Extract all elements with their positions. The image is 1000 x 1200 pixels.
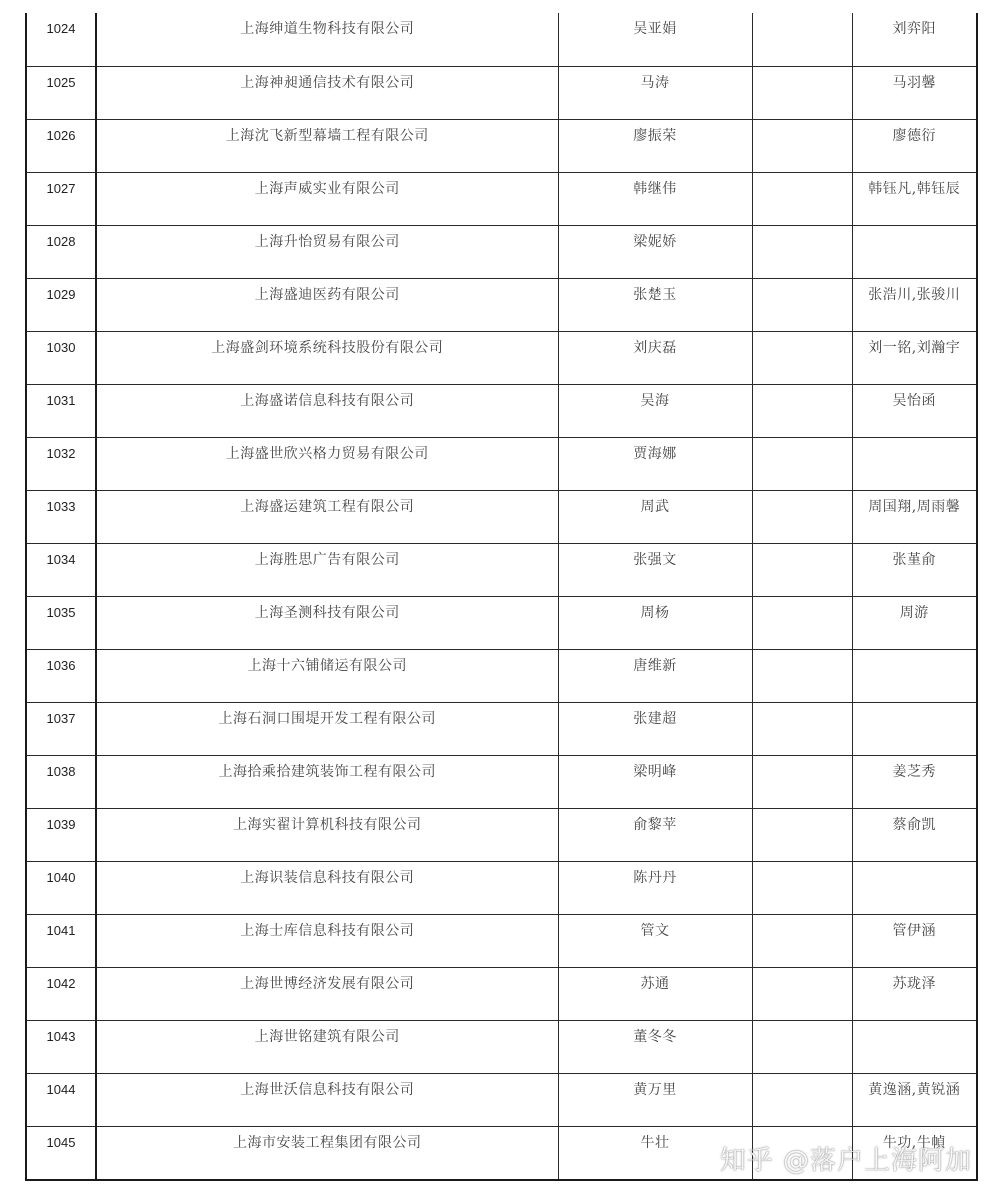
table-row bbox=[27, 1020, 976, 1073]
company-name-cell: 上海盛诺信息科技有限公司 bbox=[96, 384, 558, 437]
table-row bbox=[27, 649, 976, 702]
applicant-name-cell: 张建超 bbox=[558, 702, 752, 755]
blank-cell bbox=[752, 1073, 852, 1126]
applicant-name-cell: 周武 bbox=[558, 490, 752, 543]
family-members-cell: 吴怡函 bbox=[852, 384, 976, 437]
row-number-cell: 1029 bbox=[27, 278, 96, 331]
company-name-cell: 上海盛迪医药有限公司 bbox=[96, 278, 558, 331]
family-members-cell: 黄逸涵,黄锐涵 bbox=[852, 1073, 976, 1126]
family-members-cell: 牛功,牛幀 bbox=[882, 1134, 946, 1151]
table-row bbox=[27, 331, 976, 384]
family-members-cell: 张浩川,张骏川 bbox=[852, 278, 976, 331]
applicant-name-cell: 苏通 bbox=[558, 967, 752, 1020]
family-members-cell bbox=[852, 861, 976, 914]
document-table-sheet bbox=[25, 13, 978, 1181]
family-members-cell: 周国翔,周雨馨 bbox=[852, 490, 976, 543]
table-row bbox=[27, 119, 976, 172]
family-members-cell: 韩钰凡,韩钰辰 bbox=[852, 172, 976, 225]
blank-cell bbox=[752, 967, 852, 1020]
applicant-name-cell: 牛壮 bbox=[558, 1126, 752, 1179]
table-row bbox=[27, 172, 976, 225]
blank-cell bbox=[752, 119, 852, 172]
applicant-name-cell: 陈丹丹 bbox=[558, 861, 752, 914]
family-members-cell bbox=[852, 649, 976, 702]
table-row bbox=[27, 384, 976, 437]
company-name-cell: 上海识装信息科技有限公司 bbox=[96, 861, 558, 914]
table-row bbox=[27, 808, 976, 861]
row-number-cell: 1045 bbox=[27, 1126, 96, 1179]
row-number-cell: 1033 bbox=[27, 490, 96, 543]
company-name-cell: 上海声威实业有限公司 bbox=[96, 172, 558, 225]
table-row bbox=[27, 1126, 976, 1179]
applicant-name-cell: 张强文 bbox=[558, 543, 752, 596]
company-name-cell: 上海圣测科技有限公司 bbox=[96, 596, 558, 649]
blank-cell bbox=[752, 596, 852, 649]
family-members-cell: 廖德衍 bbox=[852, 119, 976, 172]
family-members-cell: 姜芝秀 bbox=[852, 755, 976, 808]
table-body bbox=[27, 13, 976, 1179]
blank-cell bbox=[752, 543, 852, 596]
applicant-name-cell: 吴亚娟 bbox=[558, 13, 752, 66]
family-members-cell: 刘弈阳 bbox=[852, 13, 976, 66]
table-row bbox=[27, 66, 976, 119]
applicant-name-cell: 廖振荣 bbox=[558, 119, 752, 172]
company-name-cell: 上海世铭建筑有限公司 bbox=[96, 1020, 558, 1073]
row-number-cell: 1026 bbox=[27, 119, 96, 172]
applicant-name-cell: 周杨 bbox=[558, 596, 752, 649]
applicant-name-cell: 马涛 bbox=[558, 66, 752, 119]
row-number-cell: 1036 bbox=[27, 649, 96, 702]
family-members-cell: 管伊涵 bbox=[852, 914, 976, 967]
company-name-cell: 上海沈飞新型幕墙工程有限公司 bbox=[96, 119, 558, 172]
blank-cell bbox=[752, 437, 852, 490]
zhihu-watermark: 知乎 @落户上海阿加 bbox=[719, 1146, 972, 1176]
applicant-name-cell: 唐维新 bbox=[558, 649, 752, 702]
company-name-cell: 上海升怡贸易有限公司 bbox=[96, 225, 558, 278]
row-number-cell: 1032 bbox=[27, 437, 96, 490]
row-number-cell: 1027 bbox=[27, 172, 96, 225]
applicant-name-cell: 韩继伟 bbox=[558, 172, 752, 225]
table-row bbox=[27, 490, 976, 543]
blank-cell bbox=[752, 1020, 852, 1073]
blank-cell bbox=[752, 384, 852, 437]
table-row bbox=[27, 543, 976, 596]
family-members-cell: 蔡俞凯 bbox=[852, 808, 976, 861]
family-members-cell bbox=[852, 437, 976, 490]
row-number-cell: 1031 bbox=[27, 384, 96, 437]
row-number-cell: 1030 bbox=[27, 331, 96, 384]
family-members-cell: 张堇俞 bbox=[852, 543, 976, 596]
row-number-cell: 1039 bbox=[27, 808, 96, 861]
company-name-cell: 上海盛运建筑工程有限公司 bbox=[96, 490, 558, 543]
row-number-cell: 1042 bbox=[27, 967, 96, 1020]
company-name-cell: 上海盛剑环境系统科技股份有限公司 bbox=[96, 331, 558, 384]
blank-cell bbox=[752, 172, 852, 225]
company-name-cell: 上海拾乘拾建筑装饰工程有限公司 bbox=[96, 755, 558, 808]
family-members-cell bbox=[852, 225, 976, 278]
company-name-cell: 上海绅道生物科技有限公司 bbox=[96, 13, 558, 66]
blank-cell bbox=[752, 914, 852, 967]
table-row bbox=[27, 225, 976, 278]
company-name-cell: 上海盛世欣兴格力贸易有限公司 bbox=[96, 437, 558, 490]
family-members-cell: 周游 bbox=[852, 596, 976, 649]
blank-cell bbox=[752, 490, 852, 543]
applicant-name-cell: 黄万里 bbox=[558, 1073, 752, 1126]
table-row bbox=[27, 278, 976, 331]
family-members-cell: 刘一铭,刘瀚宇 bbox=[852, 331, 976, 384]
blank-cell bbox=[752, 331, 852, 384]
applicant-name-cell: 俞黎苹 bbox=[558, 808, 752, 861]
table-row bbox=[27, 861, 976, 914]
applicant-name-cell: 梁明峰 bbox=[558, 755, 752, 808]
row-number-cell: 1044 bbox=[27, 1073, 96, 1126]
row-number-cell: 1041 bbox=[27, 914, 96, 967]
company-name-cell: 上海胜思广告有限公司 bbox=[96, 543, 558, 596]
row-number-cell: 1038 bbox=[27, 755, 96, 808]
blank-cell bbox=[752, 649, 852, 702]
company-name-cell: 上海士库信息科技有限公司 bbox=[96, 914, 558, 967]
table-row bbox=[27, 967, 976, 1020]
applicant-name-cell: 梁妮娇 bbox=[558, 225, 752, 278]
company-name-cell: 上海世沃信息科技有限公司 bbox=[96, 1073, 558, 1126]
table-row bbox=[27, 596, 976, 649]
family-members-cell: 马羽馨 bbox=[852, 66, 976, 119]
blank-cell bbox=[752, 66, 852, 119]
row-number-cell: 1043 bbox=[27, 1020, 96, 1073]
settlement-list-table bbox=[27, 13, 976, 1179]
blank-cell bbox=[752, 702, 852, 755]
company-name-cell: 上海世博经济发展有限公司 bbox=[96, 967, 558, 1020]
applicant-name-cell: 吴海 bbox=[558, 384, 752, 437]
applicant-name-cell: 贾海娜 bbox=[558, 437, 752, 490]
company-name-cell: 上海石洞口围堤开发工程有限公司 bbox=[96, 702, 558, 755]
row-number-cell: 1037 bbox=[27, 702, 96, 755]
blank-cell bbox=[752, 278, 852, 331]
applicant-name-cell: 董冬冬 bbox=[558, 1020, 752, 1073]
family-members-cell bbox=[852, 702, 976, 755]
company-name-cell: 上海市安装工程集团有限公司 bbox=[96, 1126, 558, 1179]
applicant-name-cell: 管文 bbox=[558, 914, 752, 967]
blank-cell bbox=[752, 808, 852, 861]
row-number-cell: 1025 bbox=[27, 66, 96, 119]
row-number-cell: 1024 bbox=[27, 13, 96, 66]
table-row bbox=[27, 755, 976, 808]
blank-cell bbox=[752, 13, 852, 66]
applicant-name-cell: 张楚玉 bbox=[558, 278, 752, 331]
applicant-name-cell: 刘庆磊 bbox=[558, 331, 752, 384]
family-members-cell bbox=[852, 1020, 976, 1073]
family-members-cell: 苏珑泽 bbox=[852, 967, 976, 1020]
blank-cell bbox=[752, 861, 852, 914]
company-name-cell: 上海神昶通信技术有限公司 bbox=[96, 66, 558, 119]
table-row bbox=[27, 914, 976, 967]
row-number-cell: 1028 bbox=[27, 225, 96, 278]
company-name-cell: 上海十六铺储运有限公司 bbox=[96, 649, 558, 702]
company-name-cell: 上海实翟计算机科技有限公司 bbox=[96, 808, 558, 861]
row-number-cell: 1040 bbox=[27, 861, 96, 914]
blank-cell bbox=[752, 755, 852, 808]
row-number-cell: 1034 bbox=[27, 543, 96, 596]
blank-cell bbox=[752, 1126, 852, 1179]
blank-cell bbox=[752, 225, 852, 278]
table-row bbox=[27, 1073, 976, 1126]
table-row bbox=[27, 13, 976, 66]
table-row bbox=[27, 437, 976, 490]
table-row bbox=[27, 702, 976, 755]
row-number-cell: 1035 bbox=[27, 596, 96, 649]
